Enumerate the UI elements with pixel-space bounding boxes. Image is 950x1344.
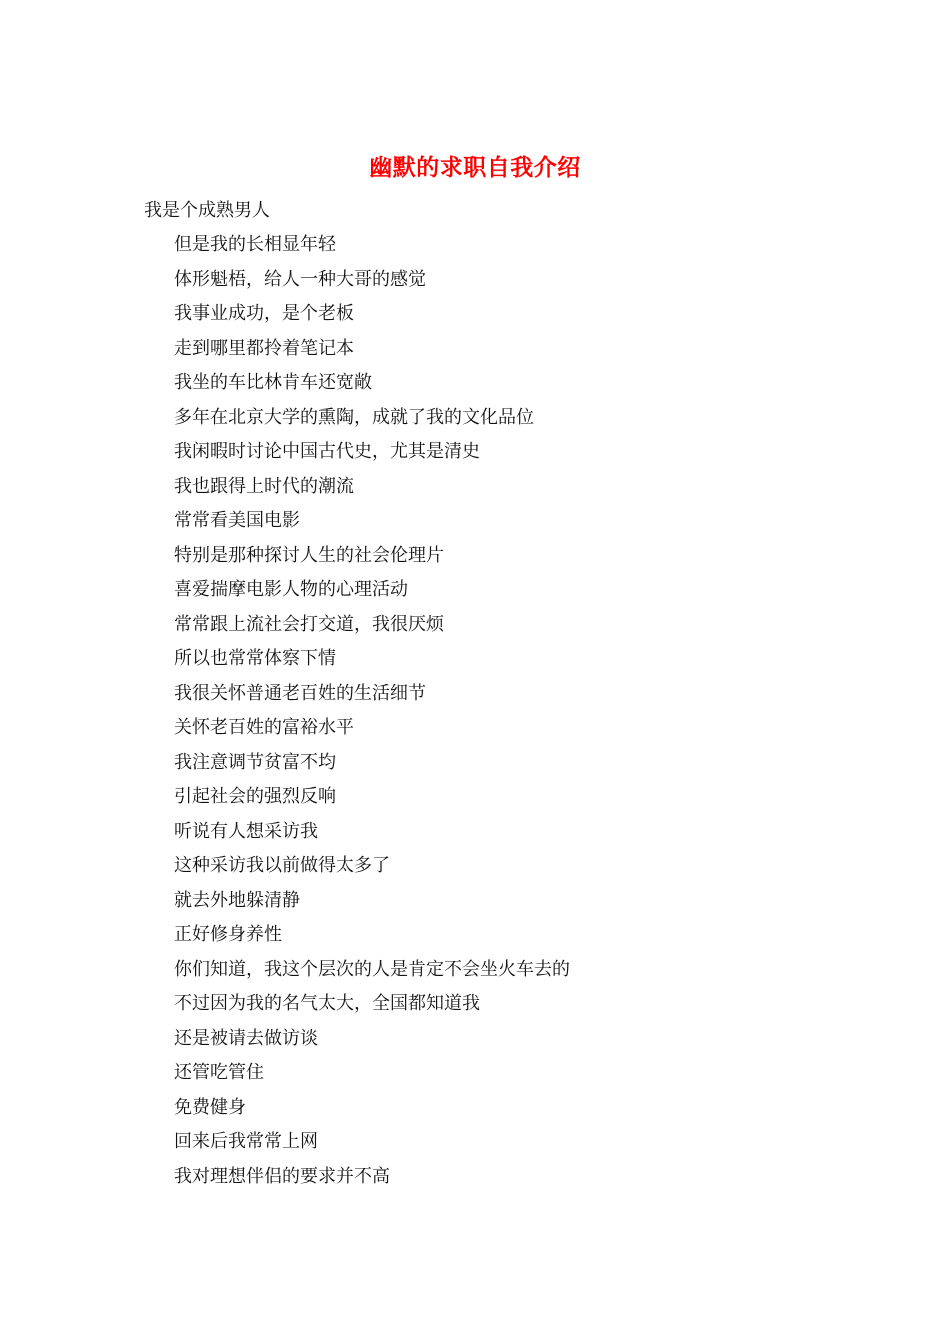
text-line: 免费健身 <box>174 1096 246 1118</box>
text-line: 多年在北京大学的熏陶，成就了我的文化品位 <box>174 406 534 428</box>
text-line: 我闲暇时讨论中国古代史，尤其是清史 <box>174 441 480 462</box>
text-line: 引起社会的强烈反响 <box>174 786 336 807</box>
text-line: 特别是那种探讨人生的社会伦理片 <box>174 544 444 566</box>
text-line: 我很关怀普通老百姓的生活细节 <box>174 682 426 704</box>
text-line: 这种采访我以前做得太多了 <box>174 855 390 876</box>
text-line: 我对理想伴侣的要求并不高 <box>174 1165 390 1187</box>
text-line: 常常跟上流社会打交道，我很厌烦 <box>174 613 444 635</box>
text-line: 我事业成功，是个老板 <box>174 303 354 324</box>
text-lines <box>174 230 570 1196</box>
first-line: 我是个成熟男人 <box>144 200 270 221</box>
text-line: 我注意调节贫富不均 <box>174 751 336 773</box>
text-line: 关怀老百姓的富裕水平 <box>174 717 354 738</box>
text-line: 不过因为我的名气太大，全国都知道我 <box>174 993 480 1014</box>
text-line: 喜爱揣摩电影人物的心理活动 <box>174 579 408 600</box>
document-title: 幽默的求职自我介绍 <box>369 154 581 181</box>
text-line: 走到哪里都拎着笔记本 <box>174 337 354 359</box>
text-line: 还是被请去做访谈 <box>174 1027 318 1049</box>
text-line: 还管吃管住 <box>174 1062 264 1083</box>
text-line: 所以也常常体察下情 <box>174 648 336 669</box>
text-line: 正好修身养性 <box>174 924 282 945</box>
text-line: 但是我的长相显年轻 <box>174 234 336 255</box>
text-line: 听说有人想采访我 <box>174 820 318 842</box>
text-line: 就去外地躲清静 <box>174 889 300 911</box>
text-line: 你们知道，我这个层次的人是肯定不会坐火车去的 <box>174 958 570 980</box>
text-line: 常常看美国电影 <box>174 510 300 531</box>
text-line: 我坐的车比林肯车还宽敞 <box>174 372 372 393</box>
text-line: 体形魁梧，给人一种大哥的感觉 <box>174 268 426 290</box>
text-line: 我也跟得上时代的潮流 <box>174 475 354 497</box>
text-line: 回来后我常常上网 <box>174 1131 318 1152</box>
